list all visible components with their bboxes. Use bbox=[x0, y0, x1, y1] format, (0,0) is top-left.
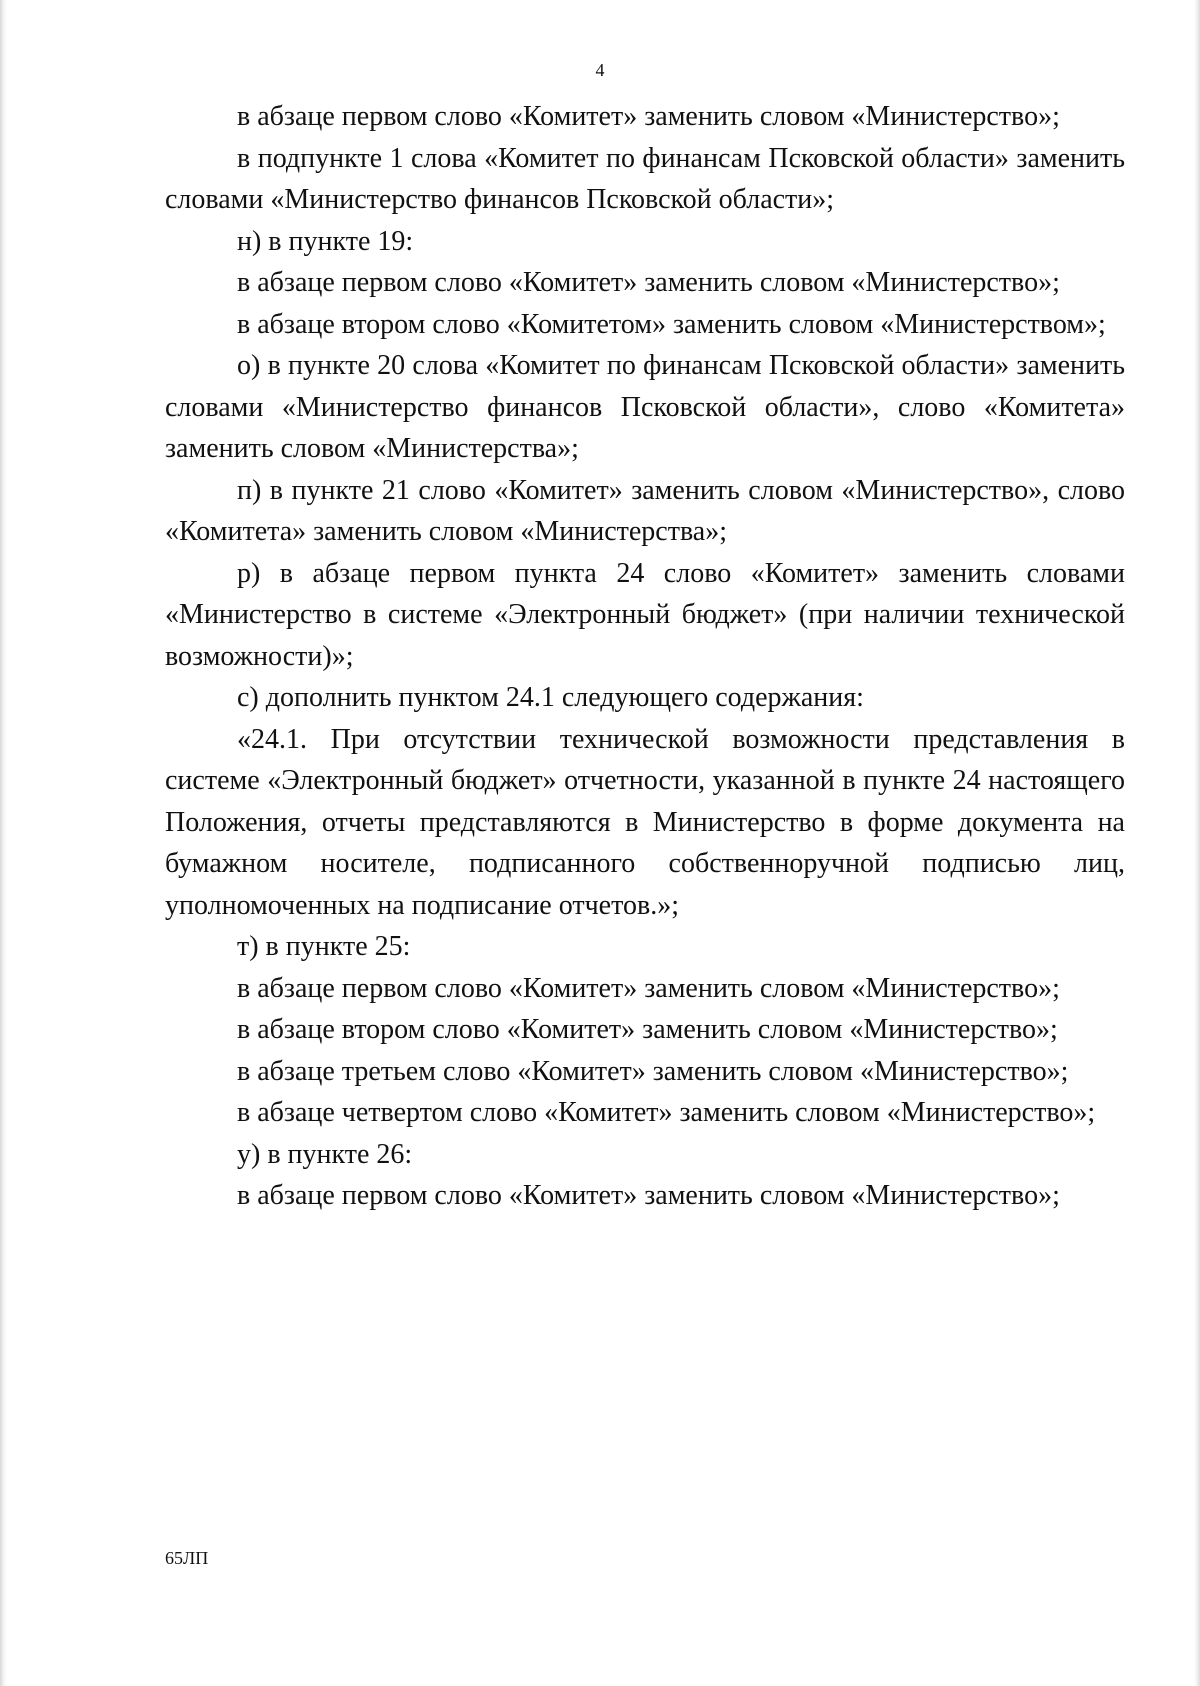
paragraph: в абзаце втором слово «Комитет» заменить словом «Министерство»; bbox=[237, 1014, 1058, 1045]
document-body bbox=[165, 96, 1125, 1217]
paragraph: с) дополнить пунктом 24.1 следующего содержания: bbox=[237, 682, 864, 713]
scan-edge-left bbox=[0, 0, 7, 1686]
paragraph: в абзаце втором слово «Комитетом» заменить словом «Министерством»; bbox=[237, 308, 1106, 340]
paragraph: в абзаце первом слово «Комитет» заменить словом «Министерство»; bbox=[237, 101, 1060, 132]
paragraph: в абзаце четвертом слово «Комитет» заменить словом «Министерство»; bbox=[237, 1097, 1096, 1128]
paragraph: у) в пункте 26: bbox=[237, 1138, 413, 1170]
paragraph: в подпункте 1 слова «Комитет по финансам Псковской области» заменить словами «Министерство финансов Псковской области»; bbox=[165, 142, 1125, 215]
paragraph: о) в пункте 20 слова «Комитет по финансам Псковской области» заменить словами «Министерство финансов Псковской области», слово «Комитета» заменить словом «Министерства»; bbox=[165, 350, 1125, 464]
paragraph: в абзаце первом слово «Комитет» заменить словом «Министерство»; bbox=[237, 1180, 1060, 1211]
paragraph: в абзаце первом слово «Комитет» заменить словом «Министерство»; bbox=[237, 972, 1060, 1004]
paragraph: в абзаце третьем слово «Комитет» заменить словом «Министерство»; bbox=[237, 1055, 1069, 1087]
paragraph: п) в пункте 21 слово «Комитет» заменить словом «Министерство», слово «Комитета» заменить словом «Министерства»; bbox=[165, 474, 1125, 547]
paragraph: р) в абзаце первом пункта 24 слово «Комитет» заменить словами «Министерство в системе «Электронный бюджет» (при наличии технической возможности)»; bbox=[165, 557, 1125, 672]
paragraph: н) в пункте 19: bbox=[237, 225, 414, 257]
paragraph: т) в пункте 25: bbox=[237, 931, 411, 962]
scan-edge-right bbox=[1194, 0, 1200, 1686]
paragraph: в абзаце первом слово «Комитет» заменить словом «Министерство»; bbox=[237, 267, 1060, 298]
paragraph: «24.1. При отсутствии технической возможности представления в системе «Электронный бюджет» отчетности, указанной в пункте 24 настоящего Положения, отчеты представляются в Министерство в форме документа на бумажном носителе, подписанного собственноручной подписью лиц, уполномоченных на подписание отчетов.»; bbox=[165, 723, 1125, 921]
document-code: 65ЛП bbox=[165, 1548, 209, 1568]
page-number: 4 bbox=[595, 60, 605, 80]
